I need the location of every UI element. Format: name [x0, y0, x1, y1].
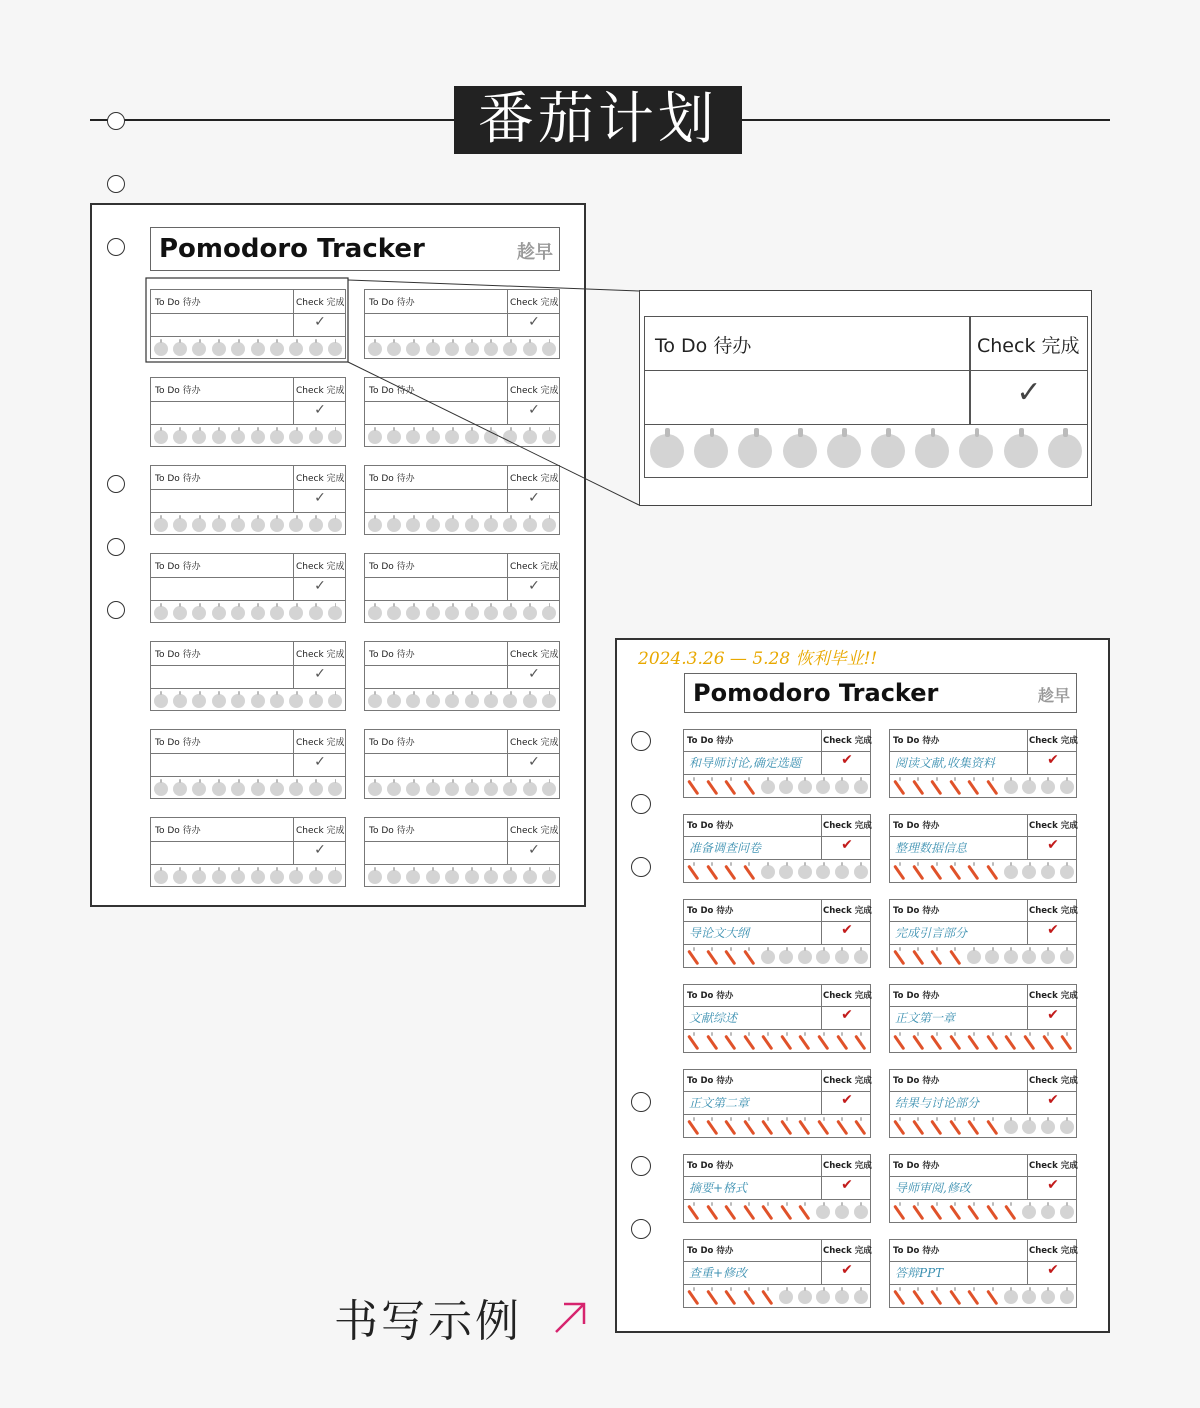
- todo-label: To Do 待办: [155, 562, 201, 572]
- tomato-icon: [959, 434, 993, 468]
- tomato-row: [684, 862, 870, 882]
- todo-card: [683, 729, 871, 798]
- tomato-icon: [911, 1290, 925, 1304]
- tomato-icon: [929, 950, 943, 964]
- tomato-icon: [967, 1205, 981, 1219]
- tomato-row: [684, 777, 870, 797]
- todo-card: [889, 1154, 1077, 1223]
- tomato-icon: [761, 950, 775, 964]
- check-icon: ✓: [528, 490, 540, 506]
- todo-label: To Do 待办: [687, 736, 734, 746]
- check-icon: ✓: [314, 490, 326, 506]
- todo-label: To Do 待办: [893, 991, 940, 1001]
- check-mark-icon: ✔: [1047, 1007, 1059, 1023]
- todo-card: [683, 1154, 871, 1223]
- todo-label: To Do 待办: [655, 335, 752, 357]
- tomato-icon: [985, 1120, 999, 1134]
- check-label: Check 完成: [1029, 1246, 1078, 1256]
- todo-card: [683, 1069, 871, 1138]
- check-mark-icon: ✔: [1047, 1177, 1059, 1193]
- tomato-icon: [835, 1205, 849, 1219]
- tomato-icon: [892, 865, 906, 879]
- tomato-icon: [686, 780, 700, 794]
- tomato-icon: [967, 950, 981, 964]
- task-text: 正文第二章: [689, 1096, 750, 1110]
- tomato-icon: [948, 1290, 962, 1304]
- tomato-icon: [911, 780, 925, 794]
- todo-label: To Do 待办: [893, 736, 940, 746]
- todo-card: [683, 814, 871, 883]
- tomato-icon: [985, 1290, 999, 1304]
- tomato-icon: [816, 950, 830, 964]
- check-mark-icon: ✔: [1047, 922, 1059, 938]
- tomato-row: [684, 1202, 870, 1222]
- todo-label: To Do 待办: [687, 821, 734, 831]
- tomato-icon: [985, 950, 999, 964]
- tomato-icon: [705, 1205, 719, 1219]
- tomato-icon: [816, 1120, 830, 1134]
- check-label: Check 完成: [977, 335, 1080, 357]
- tomato-icon: [892, 950, 906, 964]
- check-mark-icon: ✔: [841, 752, 853, 768]
- tomato-icon: [1041, 1035, 1055, 1049]
- tomato-icon: [929, 1290, 943, 1304]
- tomato-icon: [686, 950, 700, 964]
- check-mark-icon: ✔: [1047, 1262, 1059, 1278]
- check-mark-icon: ✔: [841, 1007, 853, 1023]
- check-mark-icon: ✔: [841, 1092, 853, 1108]
- check-label: Check 完成: [510, 474, 559, 484]
- tomato-icon: [779, 865, 793, 879]
- check-label: Check 完成: [823, 821, 872, 831]
- tomato-icon: [798, 780, 812, 794]
- tomato-icon: [929, 1205, 943, 1219]
- tomato-icon: [985, 780, 999, 794]
- task-text: 和导师讨论,确定选题: [689, 756, 801, 770]
- tomato-icon: [761, 1290, 775, 1304]
- check-mark-icon: ✔: [841, 1262, 853, 1278]
- tomato-icon: [948, 865, 962, 879]
- tomato-icon: [854, 950, 868, 964]
- tomato-icon: [761, 780, 775, 794]
- zoomed-card-callout: [639, 290, 1092, 506]
- tomato-icon: [835, 865, 849, 879]
- todo-label: To Do 待办: [155, 650, 201, 660]
- check-label: Check 完成: [1029, 906, 1078, 916]
- tomato-row: [684, 1117, 870, 1137]
- check-label: Check 完成: [510, 738, 559, 748]
- tomato-icon: [723, 780, 737, 794]
- check-label: Check 完成: [510, 562, 559, 572]
- task-text: 结果与讨论部分: [895, 1096, 980, 1110]
- todo-card: [889, 1239, 1077, 1308]
- check-mark-icon: ✔: [1047, 1092, 1059, 1108]
- tomato-icon: [779, 950, 793, 964]
- check-mark-icon: ✔: [841, 1177, 853, 1193]
- tomato-icon: [1022, 780, 1036, 794]
- check-icon: ✓: [314, 402, 326, 418]
- todo-label: To Do 待办: [369, 562, 415, 572]
- tomato-icon: [892, 1205, 906, 1219]
- tomato-icon: [1041, 865, 1055, 879]
- check-mark-icon: ✔: [1047, 752, 1059, 768]
- tomato-icon: [686, 1035, 700, 1049]
- check-icon: ✓: [314, 842, 326, 858]
- check-label: Check 完成: [823, 736, 872, 746]
- tomato-icon: [1004, 1035, 1018, 1049]
- tomato-icon: [723, 950, 737, 964]
- check-label: Check 完成: [823, 1246, 872, 1256]
- check-label: Check 完成: [296, 826, 345, 836]
- tomato-icon: [854, 1290, 868, 1304]
- tomato-icon: [742, 780, 756, 794]
- check-label: Check 完成: [1029, 1076, 1078, 1086]
- tomato-icon: [911, 865, 925, 879]
- task-text: 完成引言部分: [895, 926, 968, 940]
- todo-label: To Do 待办: [369, 474, 415, 484]
- tomato-icon: [779, 1120, 793, 1134]
- tomato-icon: [816, 865, 830, 879]
- tomato-icon: [761, 1035, 775, 1049]
- tomato-icon: [892, 780, 906, 794]
- todo-label: To Do 待办: [369, 738, 415, 748]
- binder-hole: [631, 1156, 651, 1176]
- writing-example-label: 书写示例: [334, 1296, 522, 1347]
- tomato-icon: [779, 780, 793, 794]
- todo-label: To Do 待办: [687, 1076, 734, 1086]
- tomato-icon: [948, 1205, 962, 1219]
- tomato-icon: [985, 865, 999, 879]
- tomato-icon: [723, 1035, 737, 1049]
- tomato-icon: [694, 434, 728, 468]
- tomato-icon: [1022, 950, 1036, 964]
- tomato-icon: [798, 1120, 812, 1134]
- tomato-icon: [871, 434, 905, 468]
- binder-hole: [631, 794, 651, 814]
- check-mark-icon: ✔: [1047, 837, 1059, 853]
- tomato-icon: [798, 1290, 812, 1304]
- check-label: Check 完成: [296, 562, 345, 572]
- tomato-icon: [1041, 1290, 1055, 1304]
- todo-label: To Do 待办: [893, 1161, 940, 1171]
- tomato-icon: [948, 780, 962, 794]
- tomato-row: [890, 777, 1076, 797]
- tomato-icon: [967, 1290, 981, 1304]
- tomato-icon: [1004, 865, 1018, 879]
- check-label: Check 完成: [296, 298, 345, 308]
- tomato-row: [684, 947, 870, 967]
- tomato-row: [890, 1287, 1076, 1307]
- tomato-icon: [686, 1205, 700, 1219]
- tomato-icon: [1041, 1120, 1055, 1134]
- tomato-icon: [854, 865, 868, 879]
- tomato-icon: [1060, 950, 1074, 964]
- tomato-icon: [929, 1120, 943, 1134]
- tomato-icon: [1041, 950, 1055, 964]
- tomato-icon: [761, 1120, 775, 1134]
- tomato-icon: [1004, 1120, 1018, 1134]
- tomato-icon: [985, 1035, 999, 1049]
- todo-label: To Do 待办: [155, 826, 201, 836]
- check-label: Check 完成: [823, 1076, 872, 1086]
- tomato-icon: [723, 865, 737, 879]
- tomato-icon: [783, 434, 817, 468]
- tomato-row: [684, 1287, 870, 1307]
- tomato-row: [890, 947, 1076, 967]
- tomato-icon: [798, 950, 812, 964]
- tomato-row: [890, 1032, 1076, 1052]
- tomato-icon: [915, 434, 949, 468]
- todo-card: [889, 729, 1077, 798]
- tomato-icon: [1022, 865, 1036, 879]
- check-icon: ✓: [528, 578, 540, 594]
- brand-logo: 趁早: [1037, 686, 1070, 705]
- tomato-icon: [705, 1120, 719, 1134]
- tomato-icon: [892, 1035, 906, 1049]
- tomato-icon: [1060, 1290, 1074, 1304]
- tomato-icon: [985, 1205, 999, 1219]
- binder-hole: [631, 1092, 651, 1112]
- check-icon: ✓: [1016, 375, 1042, 410]
- task-text: 导论文大纲: [689, 926, 750, 940]
- tomato-icon: [705, 950, 719, 964]
- todo-label: To Do 待办: [687, 991, 734, 1001]
- check-icon: ✓: [528, 314, 540, 330]
- tomato-icon: [798, 865, 812, 879]
- tomato-icon: [742, 1290, 756, 1304]
- todo-card: [889, 814, 1077, 883]
- todo-label: To Do 待办: [155, 474, 201, 484]
- tomato-icon: [967, 1120, 981, 1134]
- tomato-icon: [854, 1035, 868, 1049]
- sheet-header: [684, 673, 1077, 713]
- todo-card: [683, 899, 871, 968]
- check-label: Check 完成: [296, 650, 345, 660]
- todo-label: To Do 待办: [893, 1246, 940, 1256]
- tomato-icon: [816, 780, 830, 794]
- check-mark-icon: ✔: [841, 922, 853, 938]
- tomato-icon: [929, 1035, 943, 1049]
- todo-label: To Do 待办: [155, 738, 201, 748]
- tomato-icon: [705, 865, 719, 879]
- tomato-icon: [761, 1205, 775, 1219]
- tomato-icon: [742, 950, 756, 964]
- todo-label: To Do 待办: [155, 386, 201, 396]
- todo-label: To Do 待办: [893, 906, 940, 916]
- tomato-icon: [835, 780, 849, 794]
- tomato-icon: [742, 865, 756, 879]
- check-label: Check 完成: [510, 826, 559, 836]
- tomato-icon: [1022, 1290, 1036, 1304]
- tomato-icon: [816, 1205, 830, 1219]
- tomato-icon: [1022, 1120, 1036, 1134]
- task-text: 整理数据信息: [895, 841, 968, 855]
- tomato-icon: [1004, 950, 1018, 964]
- tomato-icon: [742, 1035, 756, 1049]
- tomato-icon: [779, 1205, 793, 1219]
- todo-label: To Do 待办: [893, 1076, 940, 1086]
- tomato-icon: [835, 1120, 849, 1134]
- tomato-icon: [1048, 434, 1082, 468]
- todo-label: To Do 待办: [155, 298, 201, 308]
- tomato-icon: [1060, 1120, 1074, 1134]
- tomato-icon: [835, 1035, 849, 1049]
- task-text: 准备调查问卷: [689, 841, 762, 855]
- brand-logo: 趁早: [517, 242, 553, 263]
- tomato-icon: [967, 780, 981, 794]
- task-text: 导师审阅,修改: [895, 1181, 971, 1195]
- tomato-icon: [686, 865, 700, 879]
- check-label: Check 完成: [510, 650, 559, 660]
- tomato-icon: [779, 1035, 793, 1049]
- sheet-title: Pomodoro Tracker: [693, 679, 939, 707]
- check-label: Check 完成: [510, 298, 559, 308]
- tomato-icon: [1022, 1205, 1036, 1219]
- check-icon: ✓: [528, 754, 540, 770]
- check-label: Check 完成: [823, 906, 872, 916]
- todo-label: To Do 待办: [687, 1246, 734, 1256]
- tomato-icon: [705, 780, 719, 794]
- arrow-up-right-icon: [552, 1300, 588, 1336]
- check-label: Check 完成: [296, 386, 345, 396]
- todo-card: [889, 899, 1077, 968]
- tomato-icon: [798, 1205, 812, 1219]
- tomato-row: [645, 427, 1087, 475]
- tomato-icon: [854, 1205, 868, 1219]
- check-icon: ✓: [528, 666, 540, 682]
- check-label: Check 完成: [1029, 1161, 1078, 1171]
- tomato-icon: [761, 865, 775, 879]
- check-icon: ✓: [528, 402, 540, 418]
- tomato-row: [684, 1032, 870, 1052]
- check-label: Check 完成: [823, 991, 872, 1001]
- tomato-icon: [948, 950, 962, 964]
- tomato-icon: [1004, 1290, 1018, 1304]
- tomato-icon: [911, 950, 925, 964]
- tomato-row: [890, 1202, 1076, 1222]
- sheet-title: Pomodoro Tracker: [159, 234, 425, 264]
- binder-hole: [631, 731, 651, 751]
- tomato-icon: [1004, 780, 1018, 794]
- tomato-icon: [911, 1205, 925, 1219]
- check-label: Check 完成: [296, 474, 345, 484]
- tomato-icon: [827, 434, 861, 468]
- tomato-icon: [911, 1120, 925, 1134]
- zoomed-card: [644, 316, 1088, 478]
- tomato-icon: [650, 434, 684, 468]
- tomato-icon: [705, 1290, 719, 1304]
- tomato-icon: [1041, 1205, 1055, 1219]
- tomato-icon: [686, 1120, 700, 1134]
- page-title: 番茄计划: [454, 86, 742, 154]
- tomato-icon: [854, 1120, 868, 1134]
- tomato-icon: [742, 1120, 756, 1134]
- check-label: Check 完成: [1029, 991, 1078, 1001]
- todo-label: To Do 待办: [369, 826, 415, 836]
- tomato-icon: [967, 865, 981, 879]
- tomato-icon: [705, 1035, 719, 1049]
- tomato-icon: [816, 1290, 830, 1304]
- check-icon: ✓: [314, 666, 326, 682]
- check-icon: ✓: [314, 578, 326, 594]
- tomato-icon: [798, 1035, 812, 1049]
- tomato-icon: [911, 1035, 925, 1049]
- tomato-row: [890, 1117, 1076, 1137]
- binder-hole: [631, 1219, 651, 1239]
- check-label: Check 完成: [823, 1161, 872, 1171]
- tomato-icon: [892, 1290, 906, 1304]
- todo-card: [683, 1239, 871, 1308]
- tomato-icon: [967, 1035, 981, 1049]
- todo-card: [683, 984, 871, 1053]
- check-mark-icon: ✔: [841, 837, 853, 853]
- task-text: 查重+修改: [689, 1266, 748, 1280]
- task-text: 答辩PPT: [895, 1266, 944, 1280]
- todo-label: To Do 待办: [369, 650, 415, 660]
- check-icon: ✓: [314, 754, 326, 770]
- tomato-icon: [1060, 1205, 1074, 1219]
- tomato-icon: [686, 1290, 700, 1304]
- tomato-icon: [929, 780, 943, 794]
- tomato-icon: [1004, 1205, 1018, 1219]
- tomato-icon: [1004, 434, 1038, 468]
- tomato-icon: [835, 950, 849, 964]
- tomato-row: [890, 862, 1076, 882]
- todo-label: To Do 待办: [369, 298, 415, 308]
- check-icon: ✓: [314, 314, 326, 330]
- tomato-icon: [1060, 1035, 1074, 1049]
- tomato-icon: [1060, 780, 1074, 794]
- todo-card: [889, 1069, 1077, 1138]
- tomato-icon: [723, 1120, 737, 1134]
- check-label: Check 完成: [1029, 736, 1078, 746]
- binder-hole: [631, 857, 651, 877]
- check-icon: ✓: [528, 842, 540, 858]
- check-label: Check 完成: [510, 386, 559, 396]
- check-label: Check 完成: [296, 738, 345, 748]
- tomato-icon: [892, 1120, 906, 1134]
- tomato-icon: [779, 1290, 793, 1304]
- tomato-icon: [816, 1035, 830, 1049]
- tomato-icon: [1060, 865, 1074, 879]
- tomato-icon: [742, 1205, 756, 1219]
- task-text: 文献综述: [689, 1011, 738, 1025]
- tomato-icon: [1041, 780, 1055, 794]
- todo-card: [889, 984, 1077, 1053]
- tomato-icon: [929, 865, 943, 879]
- todo-label: To Do 待办: [893, 821, 940, 831]
- todo-label: To Do 待办: [687, 906, 734, 916]
- todo-label: To Do 待办: [687, 1161, 734, 1171]
- example-tracker-sheet: [615, 638, 1110, 1333]
- tomato-icon: [854, 780, 868, 794]
- check-label: Check 完成: [1029, 821, 1078, 831]
- date-note: 2024.3.26 — 5.28 恢利毕业!!: [638, 649, 878, 669]
- tomato-icon: [723, 1290, 737, 1304]
- task-text: 正文第一章: [895, 1011, 956, 1025]
- tomato-icon: [835, 1290, 849, 1304]
- tomato-icon: [738, 434, 772, 468]
- tomato-icon: [723, 1205, 737, 1219]
- task-text: 摘要+格式: [689, 1181, 748, 1195]
- tomato-icon: [948, 1035, 962, 1049]
- task-text: 阅读文献,收集资料: [895, 756, 995, 770]
- todo-label: To Do 待办: [369, 386, 415, 396]
- tomato-icon: [948, 1120, 962, 1134]
- tomato-icon: [1022, 1035, 1036, 1049]
